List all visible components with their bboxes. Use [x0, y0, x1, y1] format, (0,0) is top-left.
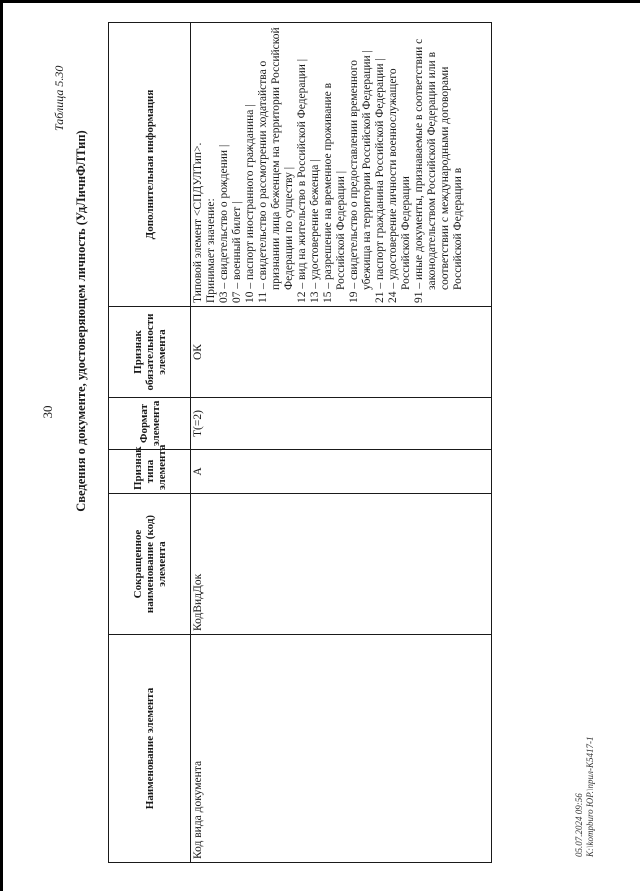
info-item: 07 – военный билет |	[231, 201, 243, 303]
info-accepts: Принимает значение:	[205, 198, 217, 303]
footer-stamp	[574, 737, 596, 857]
info-item: 19 – свидетельство о предоставлении временного убежища на территории Российской Федерации |	[348, 50, 373, 303]
header-required-flag: Признак обязательности элемента	[109, 307, 191, 398]
header-additional-info: Дополнительная информация	[109, 23, 191, 307]
footer-date: 05.07.2024 09:56	[574, 793, 584, 857]
info-item: 10 – паспорт иностранного гражданина |	[244, 104, 256, 303]
cell-additional-info	[191, 23, 492, 307]
info-item: 91 – иные документы, признаваемые в соответствии с законодательством Российской Федерации или в соответствии с международными договорами Российской Федерации в	[413, 38, 464, 303]
info-item: 11 – свидетельство о рассмотрении ходатайства о признании лица беженцем на территории Российской Федерации по существу |	[257, 27, 295, 303]
document-title: Сведения о документе, удостоверяющем личность (УдЛичнФЛТип)	[74, 130, 88, 512]
header-short-name: Сокращенное наименование (код) элемента	[109, 494, 191, 635]
cell-element-format: T(=2)	[191, 398, 492, 450]
header-element-format: Формат элемента	[109, 398, 191, 450]
footer-path: K:\kompburo ЮР.\прил-К5417-1	[585, 736, 595, 857]
table-row	[191, 23, 492, 863]
info-item: 15 – разрешение на временное проживание в Российской Федерации |	[322, 82, 347, 303]
table-label: Таблица 5.30	[52, 65, 66, 131]
cell-short-name: КодВидДок	[191, 494, 492, 635]
header-element-name: Наименование элемента	[109, 635, 191, 863]
header-element-type: Признак типа элемента	[109, 450, 191, 494]
info-intro: Типовой элемент <СПДУЛТип>.	[192, 142, 204, 303]
cell-element-type: А	[191, 450, 492, 494]
info-item: 24 – удостоверение личности военнослужащего Российской Федерации	[387, 68, 412, 303]
page-number: 30	[40, 405, 55, 419]
info-item: 21 – паспорт гражданина Российской Федерации |	[374, 58, 386, 303]
info-item: 13 – удостоверение беженца |	[309, 159, 321, 303]
table-header-row	[109, 23, 191, 863]
info-item: 12 – вид на жительство в Российской Федерации |	[296, 58, 308, 303]
cell-element-name: Код вида документа	[191, 635, 492, 863]
cell-required-flag: ОК	[191, 307, 492, 398]
info-item: 03 – свидетельство о рождении |	[218, 144, 230, 303]
specification-table	[108, 22, 492, 863]
